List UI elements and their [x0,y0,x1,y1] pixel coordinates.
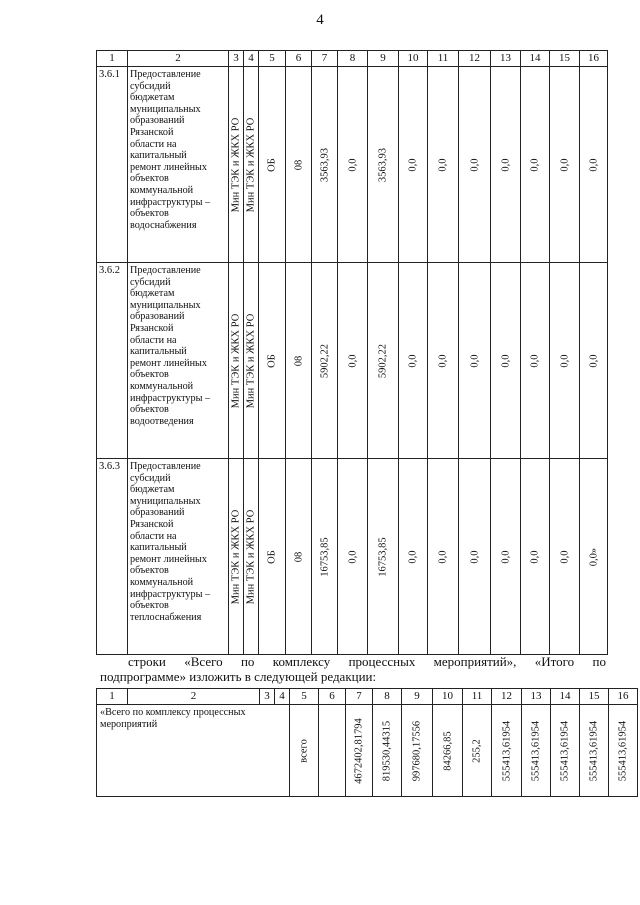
cell-col6 [319,705,346,797]
description-line: Рязанской [130,518,174,530]
cell-col6: 08 [286,263,312,459]
cell-col14: 555413,61954 [551,705,580,797]
cell-col12: 0,0 [459,263,491,459]
cell-col5: ОБ [259,263,286,459]
col-header: 16 [609,689,638,705]
description-line: коммунальной [130,184,194,196]
row-description [128,263,229,459]
description-line: инфраструктуры – [130,392,211,404]
description-line: ремонт линейных [130,553,207,565]
header-row [97,51,608,67]
description-line: субсидий [130,472,171,484]
col-header: 4 [275,689,290,705]
description-line: объектов [130,404,169,416]
description-line: бюджетам [130,288,175,300]
cell-col12: 555413,61954 [492,705,522,797]
description-line: объектов [130,369,169,381]
col-header: 1 [97,689,128,705]
col-header: 3 [229,51,244,67]
col-header: 14 [521,51,550,67]
cell-col16: 555413,61954 [609,705,638,797]
cell-col15: 0,0 [550,459,580,655]
cell-col6: 08 [286,67,312,263]
col-header: 4 [244,51,259,67]
col-header: 13 [522,689,551,705]
cell-col13: 555413,61954 [522,705,551,797]
cell-col3: Мин ТЭК и ЖКХ РО [229,459,244,655]
total-row [97,705,638,797]
col-header: 13 [491,51,521,67]
header-row [97,689,638,705]
table-row [97,263,608,459]
description-line: водоотведения [130,415,194,427]
description-line: ремонт линейных [130,161,207,173]
row-number: 3.6.3 [97,459,128,655]
cell-col14: 0,0 [521,459,550,655]
col-header: 8 [338,51,368,67]
cell-col9: 997680,17556 [402,705,433,797]
cell-col4: Мин ТЭК и ЖКХ РО [244,459,259,655]
row-description [128,67,229,263]
col-header: 1 [97,51,128,67]
cell-col12: 0,0 [459,459,491,655]
cell-col3: Мин ТЭК и ЖКХ РО [229,67,244,263]
description-line: ремонт линейных [130,357,207,369]
cell-col14: 0,0 [521,67,550,263]
col-header: 7 [346,689,373,705]
col-header: 8 [373,689,402,705]
cell-col7: 16753,85 [312,459,338,655]
col-header: 12 [459,51,491,67]
cell-col10: 0,0 [399,459,428,655]
col-header: 15 [550,51,580,67]
main-table [96,50,608,655]
row-number: 3.6.1 [97,67,128,263]
cell-col14: 0,0 [521,263,550,459]
col-header: 2 [128,51,229,67]
description-line: объектов [130,173,169,185]
cell-col10: 0,0 [399,263,428,459]
cell-col5: ОБ [259,67,286,263]
col-header: 11 [428,51,459,67]
cell-col4: Мин ТЭК и ЖКХ РО [244,263,259,459]
description-line: области на [130,138,177,150]
col-header: 5 [290,689,319,705]
description-line: образований [130,115,185,127]
cell-col15: 555413,61954 [580,705,609,797]
description-line: инфраструктуры – [130,588,211,600]
cell-col16: 0,0» [580,459,608,655]
col-header: 11 [463,689,492,705]
description-line: области на [130,530,177,542]
col-header: 3 [260,689,275,705]
cell-col8: 0,0 [338,67,368,263]
col-header: 9 [402,689,433,705]
row-number: 3.6.2 [97,263,128,459]
description-line: Предоставление [130,69,201,80]
table-row [97,459,608,655]
description-line: капитальный [130,542,187,554]
description-line: муниципальных [130,103,201,115]
description-line: коммунальной [130,380,194,392]
instruction-line-1: строки «Всего по комплексу процессных мероприятий», «Итого по [128,654,606,669]
description-line: образований [130,311,185,323]
cell-col3: Мин ТЭК и ЖКХ РО [229,263,244,459]
cell-col11: 0,0 [428,263,459,459]
col-header: 2 [128,689,260,705]
description-line: объектов [130,600,169,612]
description-line: капитальный [130,346,187,358]
col-header: 12 [492,689,522,705]
cell-col10: 84266,85 [433,705,463,797]
col-header: 6 [319,689,346,705]
instruction-line-2: подпрограмме» изложить в следующей редакции: [100,669,377,684]
description-line: муниципальных [130,495,201,507]
description-line: субсидий [130,80,171,92]
cell-col7: 3563,93 [312,67,338,263]
description-line: Рязанской [130,126,174,138]
cell-col13: 0,0 [491,263,521,459]
description-line: образований [130,507,185,519]
col-header: 9 [368,51,399,67]
table-row [97,67,608,263]
description-line: бюджетам [130,92,175,104]
description-line: объектов [130,208,169,220]
cell-col11: 0,0 [428,459,459,655]
total-label: «Всего по комплексу процессных мероприятий [97,705,290,797]
description-line: капитальный [130,150,187,162]
col-header: 5 [259,51,286,67]
page-number: 4 [316,12,324,28]
cell-col13: 0,0 [491,459,521,655]
cell-col9: 3563,93 [368,67,399,263]
col-header: 14 [551,689,580,705]
cell-col11: 0,0 [428,67,459,263]
col-header: 10 [433,689,463,705]
description-line: теплоснабжения [130,611,202,623]
description-line: бюджетам [130,484,175,496]
col-header: 15 [580,689,609,705]
cell-col9: 5902,22 [368,263,399,459]
cell-col7: 5902,22 [312,263,338,459]
description-line: Рязанской [130,322,174,334]
cell-col5: ОБ [259,459,286,655]
cell-col8: 819530,44315 [373,705,402,797]
cell-col16: 0,0 [580,67,608,263]
cell-col9: 16753,85 [368,459,399,655]
col-header: 10 [399,51,428,67]
col-header: 16 [580,51,608,67]
description-line: инфраструктуры – [130,196,211,208]
cell-col8: 0,0 [338,263,368,459]
col-header: 7 [312,51,338,67]
col-header: 6 [286,51,312,67]
description-line: коммунальной [130,576,194,588]
cell-col11: 255,2 [463,705,492,797]
cell-col15: 0,0 [550,67,580,263]
cell-col12: 0,0 [459,67,491,263]
totals-table [96,688,638,797]
instruction-text [100,654,606,684]
cell-col15: 0,0 [550,263,580,459]
description-line: области на [130,334,177,346]
cell-col6: 08 [286,459,312,655]
description-line: субсидий [130,276,171,288]
cell-col16: 0,0 [580,263,608,459]
cell-col4: Мин ТЭК и ЖКХ РО [244,67,259,263]
description-line: водоснабжения [130,219,197,231]
description-line: муниципальных [130,299,201,311]
cell-col10: 0,0 [399,67,428,263]
description-line: объектов [130,565,169,577]
row-description [128,459,229,655]
description-line: Предоставление [130,265,201,276]
description-line: Предоставление [130,461,201,472]
cell-col13: 0,0 [491,67,521,263]
cell-col8: 0,0 [338,459,368,655]
cell-col5: всего [290,705,319,797]
cell-col7: 4672402,81794 [346,705,373,797]
